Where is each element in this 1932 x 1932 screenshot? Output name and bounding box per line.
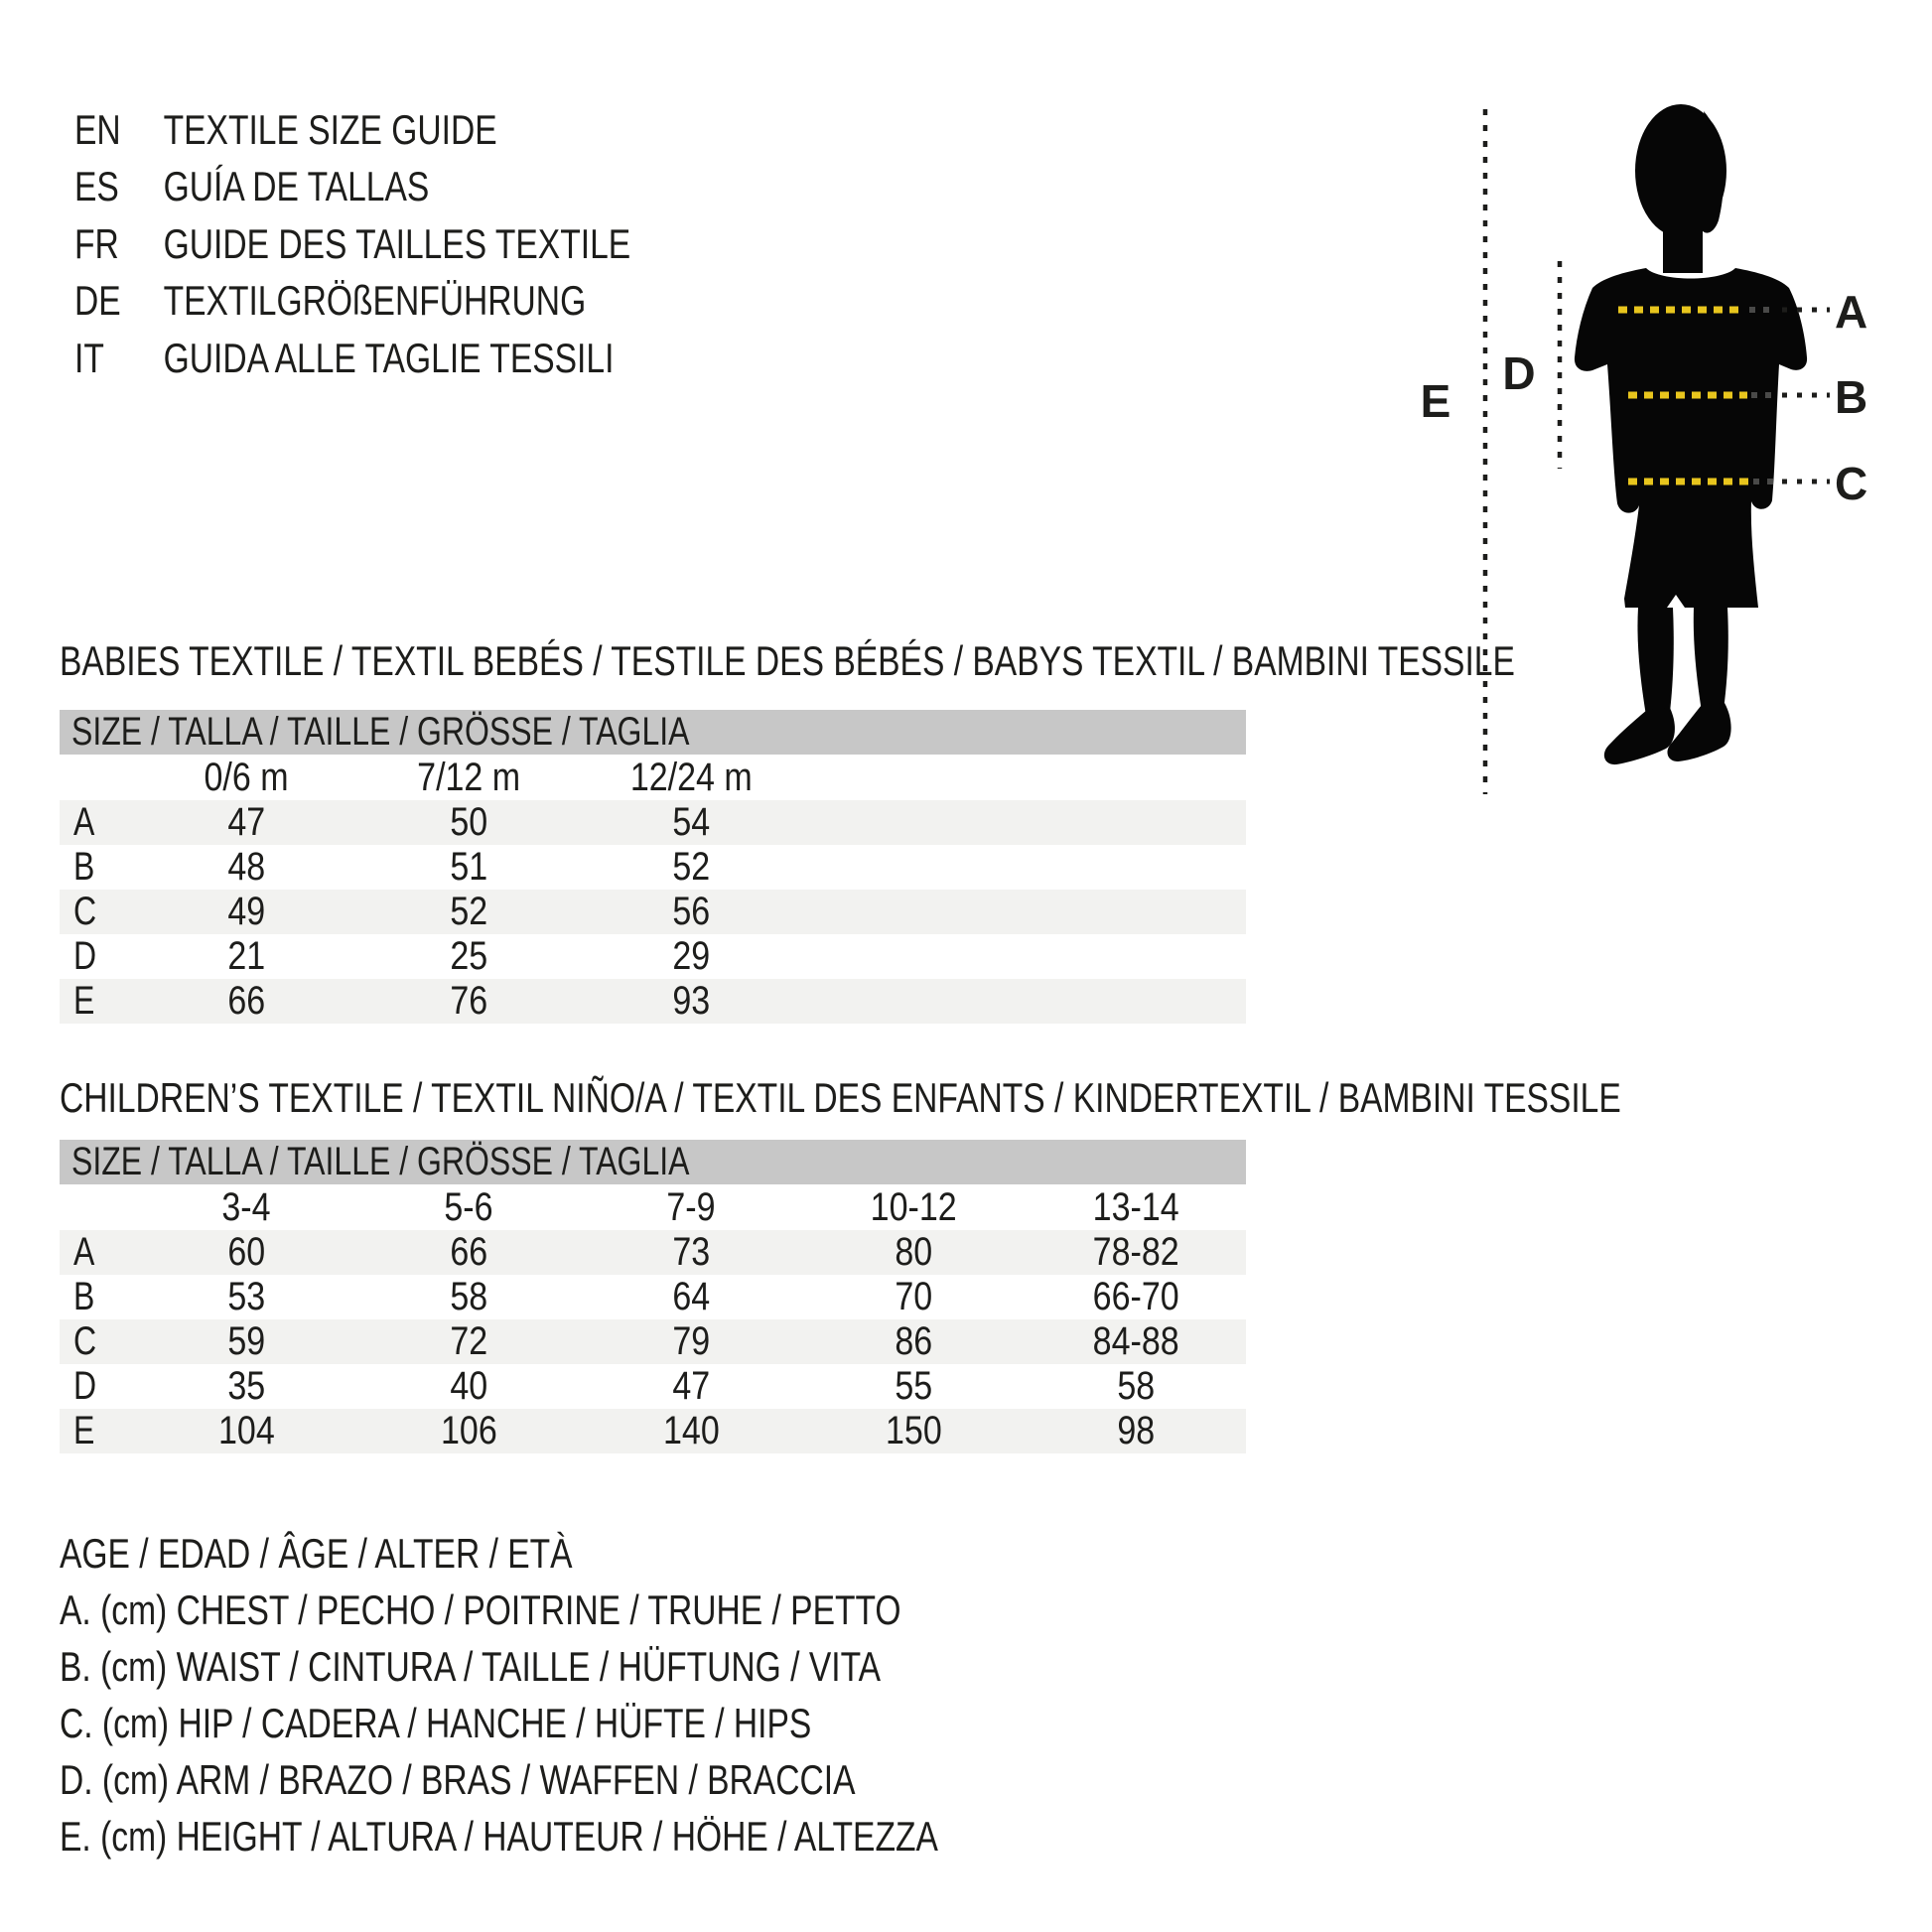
- table-row: D 35 40 47 55 58: [60, 1364, 1246, 1409]
- table-row: A 60 66 73 80 78-82: [60, 1230, 1246, 1275]
- table-row: A 47 50 54: [60, 800, 1246, 845]
- column-header: 3-4: [221, 1184, 271, 1229]
- table-header-bar: SIZE / TALLA / TAILLE / GRÖSSE / TAGLIA: [60, 710, 1246, 755]
- children-section-title: CHILDREN’S TEXTILE / TEXTIL NIÑO/A / TEXTIL DES ENFANTS / KINDERTEXTIL / BAMBINI TESSILE: [60, 1074, 1621, 1121]
- row-label: A: [73, 1230, 95, 1274]
- row-label: C: [73, 1319, 97, 1363]
- row-label: B: [73, 1275, 95, 1318]
- column-header: 12/24 m: [629, 755, 753, 799]
- lang-row-fr: [74, 215, 630, 273]
- legend-line-chest: A. (cm) CHEST / PECHO / POITRINE / TRUHE / PETTO: [60, 1586, 901, 1633]
- table-row: C 49 52 56: [60, 890, 1246, 934]
- children-column-header-row: [60, 1184, 1246, 1230]
- marker-label-b: B: [1835, 371, 1868, 423]
- lang-code: ES: [74, 163, 119, 210]
- marker-label-c: C: [1835, 458, 1868, 509]
- row-label: A: [73, 800, 95, 844]
- legend-line-age: AGE / EDAD / ÂGE / ALTER / ETÀ: [60, 1529, 573, 1577]
- language-title-block: [74, 101, 630, 387]
- lang-code: EN: [74, 105, 121, 153]
- legend-line-hip: C. (cm) HIP / CADERA / HANCHE / HÜFTE / HIPS: [60, 1699, 812, 1746]
- marker-label-e: E: [1420, 375, 1451, 427]
- babies-section-title: BABIES TEXTILE / TEXTIL BEBÉS / TESTILE DES BÉBÉS / BABYS TEXTIL / BAMBINI TESSILE: [60, 637, 1515, 684]
- lang-code: DE: [74, 277, 121, 325]
- column-header: 7/12 m: [417, 755, 520, 799]
- lang-title: TEXTILE SIZE GUIDE: [163, 105, 497, 153]
- column-header: 10-12: [870, 1184, 957, 1229]
- babies-size-table: [60, 710, 1246, 1024]
- lang-row-de: [74, 273, 630, 331]
- lang-row-en: [74, 101, 630, 159]
- column-header: 5-6: [444, 1184, 493, 1229]
- row-label: E: [73, 979, 95, 1023]
- legend-line-arm: D. (cm) ARM / BRAZO / BRAS / WAFFEN / BRACCIA: [60, 1755, 856, 1803]
- row-label: D: [73, 1364, 97, 1408]
- children-size-table: [60, 1140, 1246, 1453]
- table-row: C 59 72 79 86 84-88: [60, 1319, 1246, 1364]
- lang-code: FR: [74, 219, 119, 267]
- table-row: B 53 58 64 70 66-70: [60, 1275, 1246, 1319]
- lang-title: TEXTILGRÖßENFÜHRUNG: [163, 277, 587, 325]
- legend-line-waist: B. (cm) WAIST / CINTURA / TAILLE / HÜFTUNG / VITA: [60, 1642, 882, 1690]
- column-header: 7-9: [666, 1184, 716, 1229]
- table-row: B 48 51 52: [60, 845, 1246, 890]
- lang-row-it: [74, 330, 630, 387]
- column-header: 13-14: [1092, 1184, 1179, 1229]
- legend-line-height: E. (cm) HEIGHT / ALTURA / HAUTEUR / HÖHE / ALTEZZA: [60, 1812, 938, 1860]
- table-row: E 104 106 140 150 98: [60, 1409, 1246, 1453]
- marker-label-a: A: [1835, 286, 1868, 338]
- lang-title: GUIDE DES TAILLES TEXTILE: [163, 219, 631, 267]
- babies-column-header-row: [60, 755, 1246, 800]
- lang-title: GUÍA DE TALLAS: [163, 163, 430, 210]
- column-header: 0/6 m: [204, 755, 289, 799]
- row-label: E: [73, 1409, 95, 1452]
- lang-row-es: [74, 159, 630, 216]
- marker-label-d: D: [1502, 347, 1536, 399]
- row-label: B: [73, 845, 95, 889]
- row-label: C: [73, 890, 97, 933]
- row-label: D: [73, 934, 97, 978]
- table-row: E 66 76 93: [60, 979, 1246, 1024]
- measurement-legend: [60, 1525, 1158, 1864]
- table-header-bar: SIZE / TALLA / TAILLE / GRÖSSE / TAGLIA: [60, 1140, 1246, 1184]
- lang-title: GUIDA ALLE TAGLIE TESSILI: [163, 334, 615, 381]
- table-row: D 21 25 29: [60, 934, 1246, 979]
- lang-code: IT: [74, 334, 104, 381]
